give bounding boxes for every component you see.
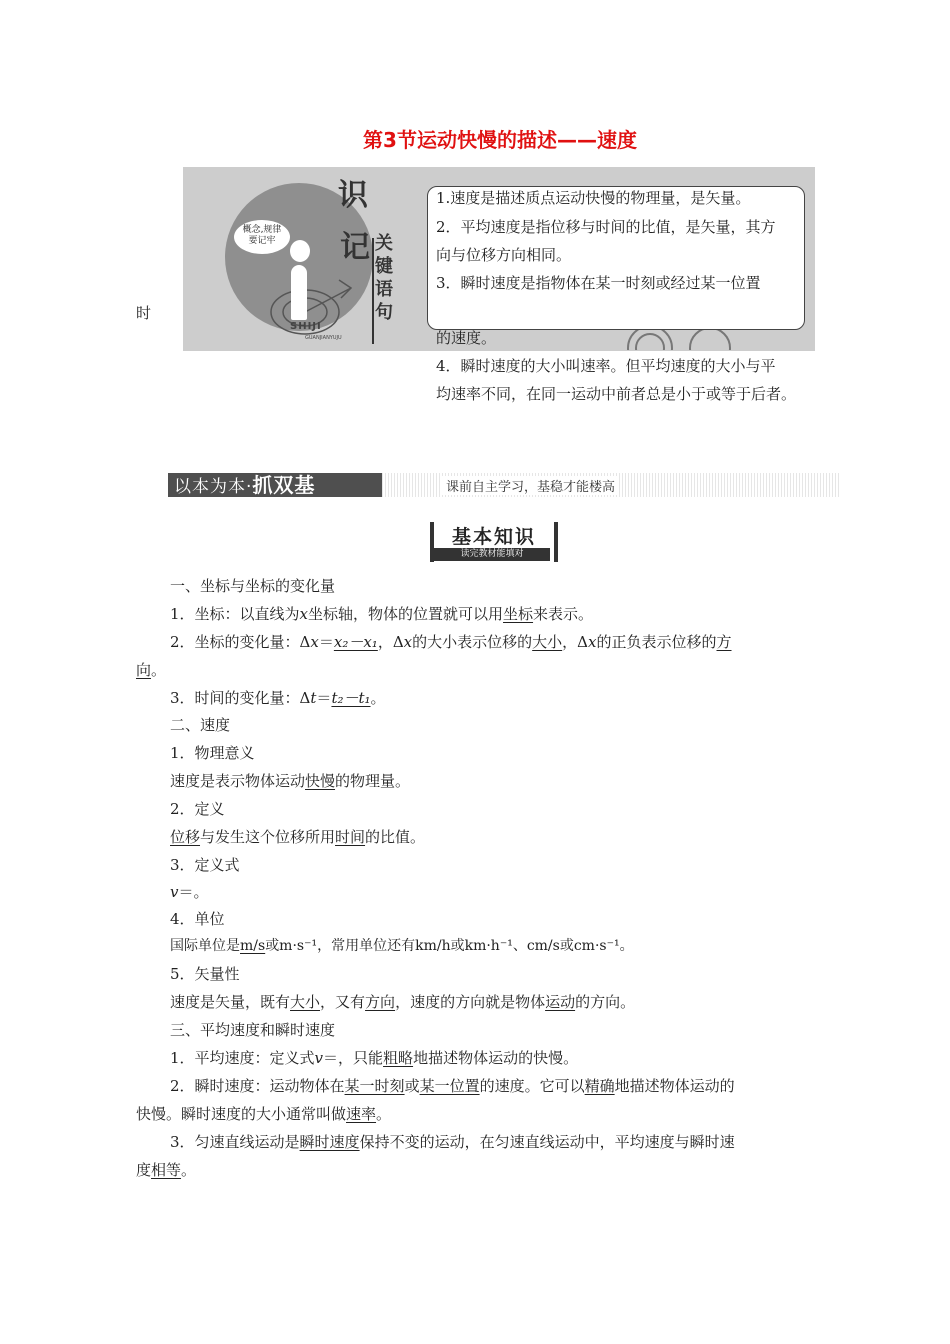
heading-3: 三、平均速度和瞬时速度 bbox=[170, 1021, 336, 1039]
sub-1: 1．物理意义 bbox=[170, 744, 255, 762]
vertical-label: 关键语句 bbox=[375, 233, 393, 323]
para-1: 1．坐标：以直线为x坐标轴，物体的位置就可以用坐标来表示。 bbox=[170, 605, 594, 623]
sub-4: 4．单位 bbox=[170, 910, 225, 928]
section-bar-left bbox=[168, 473, 382, 497]
page-title: 第3节运动快慢的描述——速度 bbox=[363, 128, 637, 152]
bubble-line2: 要记牢 bbox=[248, 236, 276, 246]
sub-1-text: 速度是表示物体运动快慢的物理量。 bbox=[170, 772, 411, 790]
item-2: 2．瞬时速度：运动物体在某一时刻或某一位置的速度。它可以精确地描述物体运动的 bbox=[170, 1077, 735, 1095]
heading-1: 一、坐标与坐标的变化量 bbox=[170, 577, 336, 595]
speech-bubble bbox=[234, 220, 290, 254]
para-3: 3．时间的变化量：Δt＝t₂－t₁。 bbox=[170, 689, 386, 707]
knowledge-box-subtitle: 读完教材能填对 bbox=[434, 548, 550, 561]
key-point-4a: 4．瞬时速度的大小叫速率。但平均速度的大小与平 bbox=[436, 357, 776, 375]
sub-4-text: 国际单位是m/s或m·s⁻¹，常用单位还有km/h或km·h⁻¹、cm/s或cm·s⁻¹。 bbox=[170, 938, 634, 954]
big-char-2: 记 bbox=[340, 230, 370, 265]
side-char: 时 bbox=[136, 304, 152, 322]
key-point-1: 1.速度是描述质点运动快慢的物理量，是矢量。 bbox=[436, 189, 751, 207]
para-2-cont: 向。 bbox=[136, 661, 167, 679]
item-3: 3．匀速直线运动是瞬时速度保持不变的运动，在匀速直线运动中，平均速度与瞬时速 bbox=[170, 1133, 735, 1151]
person-body-icon bbox=[291, 265, 307, 320]
brand-sublabel: GUANJIANYUJU bbox=[305, 335, 342, 341]
para-2: 2．坐标的变化量：Δx＝x₂－x₁，Δx的大小表示位移的大小，Δx的正负表示位移的方 bbox=[170, 633, 732, 651]
sub-5-text: 速度是矢量，既有大小，又有方向，速度的方向就是物体运动的方向。 bbox=[170, 993, 636, 1011]
brand-label: SHIJI bbox=[290, 321, 322, 332]
section-bar-motto: 课前自主学习，基稳才能楼高 bbox=[442, 476, 619, 495]
item-2-cont: 快慢。瞬时速度的大小通常叫做速率。 bbox=[136, 1105, 392, 1123]
section-bar-right bbox=[382, 473, 840, 497]
big-char-1: 识 bbox=[338, 178, 368, 213]
sub-5: 5．矢量性 bbox=[170, 965, 240, 983]
sub-3-text: v＝。 bbox=[170, 883, 209, 901]
item-3-cont: 度相等。 bbox=[136, 1161, 197, 1179]
section-bar-prefix: 以本为本· bbox=[174, 477, 253, 497]
key-point-3a: 3．瞬时速度是指物体在某一时刻或经过某一位置 bbox=[436, 274, 761, 292]
sub-2: 2．定义 bbox=[170, 800, 225, 818]
sub-2-text: 位移与发生这个位移所用时间的比值。 bbox=[170, 828, 426, 846]
bubble-line1: 概念,规律 bbox=[242, 225, 282, 235]
key-point-2b: 向与位移方向相同。 bbox=[436, 246, 572, 264]
heading-2: 二、速度 bbox=[170, 716, 231, 734]
section-bar-bold: 抓双基 bbox=[252, 473, 316, 497]
vertical-divider bbox=[372, 238, 374, 344]
person-head-icon bbox=[290, 240, 310, 262]
knowledge-box-title: 基本知识 bbox=[451, 526, 536, 548]
key-point-2a: 2．平均速度是指位移与时间的比值，是矢量，其方 bbox=[436, 218, 776, 236]
item-1: 1．平均速度：定义式v＝，只能粗略地描述物体运动的快慢。 bbox=[170, 1049, 579, 1067]
sub-3: 3．定义式 bbox=[170, 856, 240, 874]
key-point-3b: 的速度。 bbox=[436, 329, 497, 347]
key-point-4b: 均速率不同，在同一运动中前者总是小于或等于后者。 bbox=[436, 385, 797, 403]
